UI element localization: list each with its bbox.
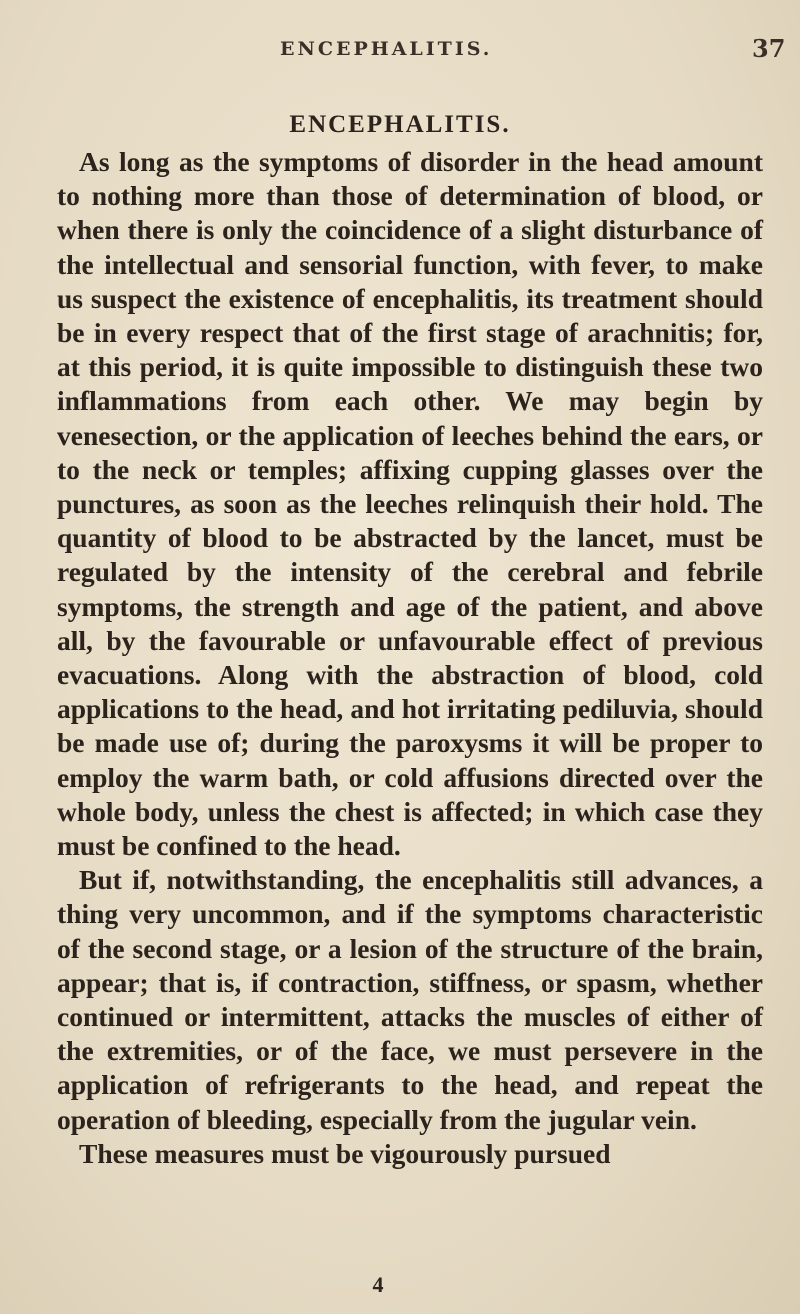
paragraph: As long as the symptoms of disorder in the head amount to nothing more than those of determination of blood, or when there is only the coincidence of a slight disturbance of the intellectual and sensorial function, with fever, to make us suspect the existence of encephalitis, its treatment should be in every respect that of the first stage of arachnitis; for, at this period, it is quite impossible to distinguish these two inflammations from each other. We may begin by venesection, or the application of leeches behind the ears, or to the neck or temples; affixing cupping glasses over the punctures, as soon as the leeches relinquish their hold. The quantity of blood to be abstracted by the lancet, must be regulated by the intensity of the cerebral and febrile symptoms, the strength and age of the patient, and above all, by the favourable or unfavourable effect of previous evacuations. Along with the abstraction of blood, cold applications to the head, and hot irritating pediluvia, should be made use of; during the paroxysms it will be proper to employ the warm bath, or cold affusions directed over the whole body, unless the chest is affected; in which case they must be confined to the head. — [57, 146, 763, 862]
page-number: 37 — [752, 34, 786, 63]
signature-mark: 4 — [372, 1272, 384, 1297]
page-header — [0, 34, 800, 68]
paragraph: These measures must be vigourously pursued — [79, 1137, 611, 1169]
section-title: ENCEPHALITIS. — [289, 111, 511, 138]
paragraph: But if, notwithstanding, the encephalitis still advances, a thing very uncommon, and if the symptoms characteristic of the second stage, or a lesion of the structure of the brain, appear; that is, if contraction, stiffness, or spasm, whether continued or intermittent, attacks the muscles of either of the extremities, or of the face, we must persevere in the application of refrigerants to the head, and repeat the operation of bleeding, especially from the jugular vein. — [57, 864, 763, 1135]
running-head: ENCEPHALITIS. — [280, 38, 493, 60]
page-footer — [0, 1272, 800, 1298]
body-text — [57, 145, 763, 1171]
